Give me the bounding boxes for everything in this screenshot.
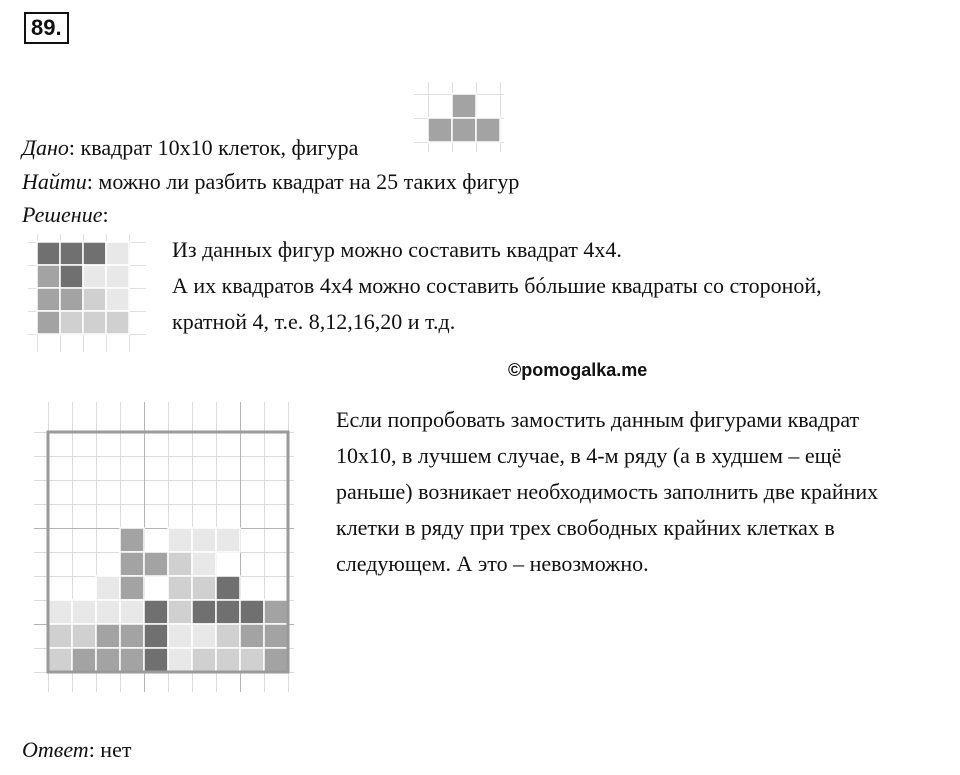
watermark: ©pomogalka.me [508, 360, 648, 380]
answer-line [22, 736, 131, 764]
square-10x10-diagram [34, 402, 294, 692]
explanation-line: раньше) возникает необходимость заполнить две крайних [336, 479, 879, 504]
solution-line [22, 201, 109, 229]
solution-paragraph [172, 232, 822, 340]
answer-text: : нет [88, 737, 132, 762]
find-line [22, 168, 519, 196]
given-text: : квадрат 10х10 клеток, фигура [68, 135, 359, 160]
solution-text: : [102, 202, 109, 227]
find-label: Найти [22, 169, 87, 194]
given-label: Дано [22, 135, 69, 160]
explanation-line: клетки в ряду при трех свободных крайних клетках в [336, 515, 835, 540]
solution-paragraph-line: Из данных фигур можно составить квадрат 4х4. [172, 237, 622, 262]
explanation-line: Если попробовать замостить данным фигурами квадрат [336, 407, 860, 432]
solution-label: Решение [22, 202, 103, 227]
explanation-line: следующем. А это – невозможно. [336, 551, 649, 576]
given-line [22, 134, 358, 162]
find-text: : можно ли разбить квадрат на 25 таких фигур [86, 169, 520, 194]
square-4x4-diagram [28, 234, 146, 352]
solution-paragraph-line: А их квадратов 4х4 можно составить бóльшие квадраты со стороной, [172, 273, 822, 298]
problem-number: 89. [24, 12, 69, 44]
t-tetromino-figure [414, 82, 504, 152]
explanation-line: 10х10, в лучшем случае, в 4-м ряду (а в худшем – ещё [336, 443, 842, 468]
solution-paragraph-line: кратной 4, т.е. 8,12,16,20 и т.д. [172, 309, 456, 334]
answer-label: Ответ [22, 737, 89, 762]
explanation-paragraph [336, 402, 878, 582]
